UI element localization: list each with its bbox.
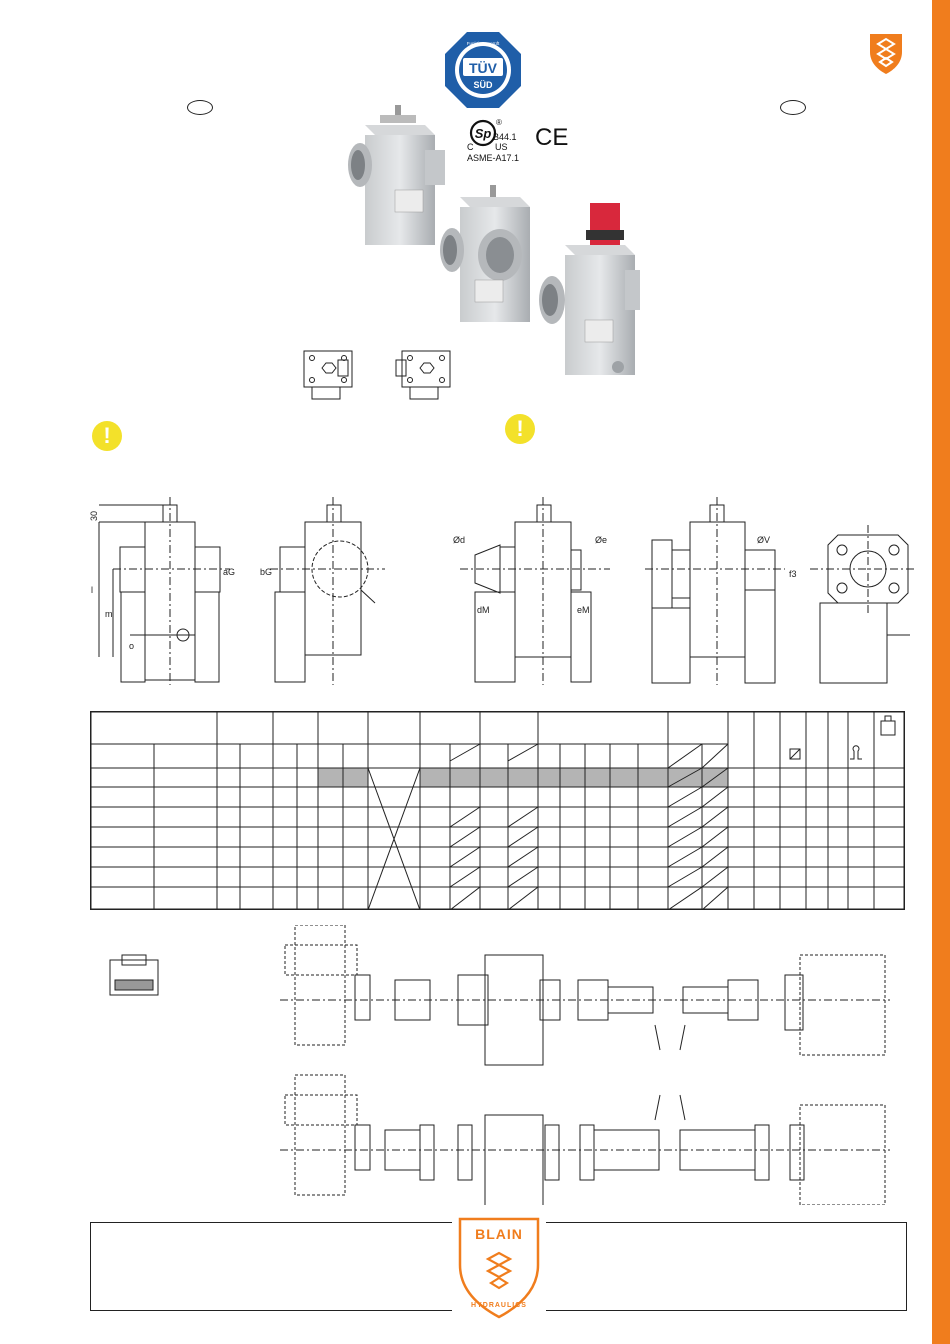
label-oe: Øe <box>595 535 608 545</box>
csa-c: C <box>467 142 474 152</box>
drawing-fitting-view <box>460 497 610 685</box>
tuv-ring-text: Funktion geprüft <box>466 41 500 46</box>
label-aG: aG <box>223 567 236 577</box>
logo-bottom-text: HYDRAULICS <box>471 1302 527 1309</box>
ce-mark: CE <box>535 124 569 151</box>
spec-oval-right <box>780 100 806 115</box>
label-dM: dM <box>477 605 490 615</box>
drawing-side-view <box>270 497 385 685</box>
label-bG: bG <box>260 567 273 577</box>
port-variants-icons <box>302 348 462 404</box>
warning-icon-right: ! <box>505 414 535 444</box>
label-f3: f3 <box>789 569 797 579</box>
csa-us: US <box>495 142 508 152</box>
label-o: o <box>129 641 135 651</box>
label-l: l <box>91 585 93 595</box>
valve-photo-1 <box>348 105 445 245</box>
drawing-flange-view <box>645 497 785 685</box>
tuv-sud-badge <box>443 30 523 110</box>
label-top-height: 30 <box>89 510 99 521</box>
label-eM: eM <box>577 605 590 615</box>
svg-text:Sp: Sp <box>474 126 492 141</box>
label-m: m <box>105 609 113 619</box>
install-row-threaded <box>280 925 890 1065</box>
drawing-flange-face <box>810 525 915 683</box>
logo-top-text: BLAIN <box>475 1226 523 1242</box>
label-oV: ØV <box>757 535 771 545</box>
product-photos <box>340 105 640 385</box>
install-row-flanged <box>280 1075 890 1205</box>
warning-icon-left: ! <box>92 421 122 451</box>
port-variant-1 <box>304 351 352 399</box>
label-od: Ød <box>453 535 466 545</box>
asme-standard: ASME-A17.1 <box>467 153 520 163</box>
table-shaded-row-b <box>668 768 728 787</box>
spec-table <box>90 711 905 910</box>
brand-shield-icon <box>866 30 906 76</box>
side-accent-bar <box>932 0 950 1344</box>
spec-oval-left <box>187 100 213 115</box>
drawing-front-view <box>99 497 230 685</box>
tuv-top-text: TÜV <box>469 60 497 76</box>
tuv-bottom-text: SÜD <box>473 80 493 90</box>
port-variant-2 <box>396 351 450 399</box>
registered-mark: ® <box>496 118 502 127</box>
installation-diagrams <box>100 925 900 1205</box>
dimension-drawings <box>85 495 915 690</box>
blain-hydraulics-logo <box>452 1213 546 1321</box>
valve-photo-2 <box>440 185 530 322</box>
csa-standard: B44.1 <box>493 132 517 142</box>
valve-photo-3 <box>539 203 640 375</box>
fitting-detail-icon <box>110 955 158 995</box>
